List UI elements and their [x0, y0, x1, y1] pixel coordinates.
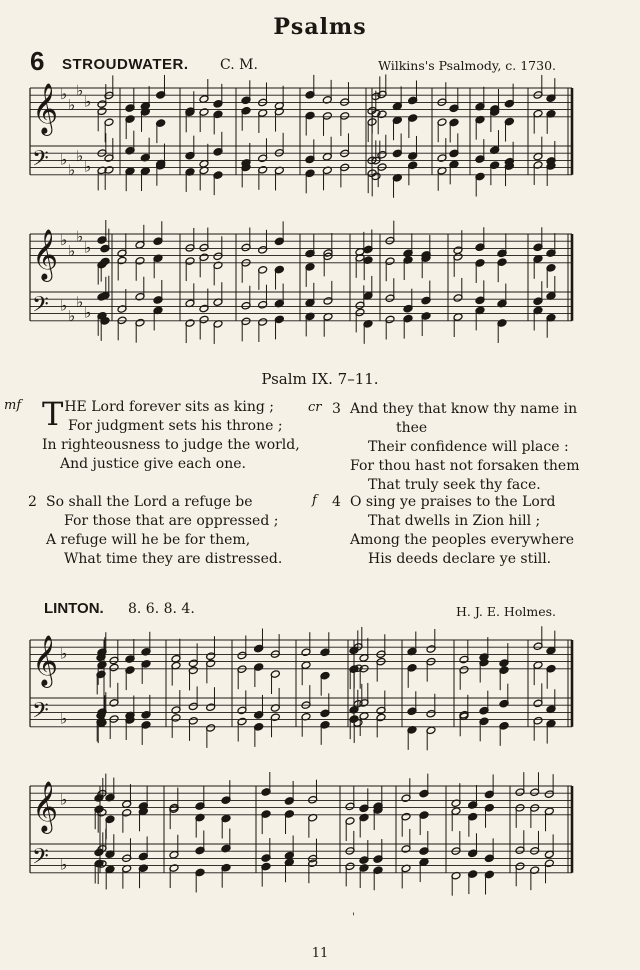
verse-line: That truly seek thy face.: [368, 477, 541, 493]
bass-clef: 𝄢: [32, 844, 49, 875]
tune-name: STROUDWATER.: [62, 56, 189, 73]
flat-sign: ♭: [68, 161, 76, 180]
meter-2: 8. 6. 8. 4.: [128, 601, 195, 617]
meter: C. M.: [220, 57, 258, 73]
flat-sign: ♭: [76, 146, 84, 165]
flat-sign: ♭: [68, 242, 76, 260]
verse-2: [46, 493, 286, 569]
verse-line: So shall the Lord a refuge be: [46, 494, 253, 510]
verse-line: His deeds declare ye still.: [368, 551, 552, 567]
tune-source: Wilkins's Psalmody, c. 1730.: [378, 58, 556, 73]
flat-sign: ♭: [68, 96, 76, 114]
bass-clef: 𝄢: [32, 146, 49, 177]
flat-sign: ♭: [60, 85, 68, 104]
flat-sign: ♭: [60, 644, 68, 663]
flat-sign: ♭: [60, 855, 68, 874]
verse-4-number: 4: [332, 494, 341, 510]
verse-1: [42, 395, 302, 474]
verse-line: And they that know thy name in: [350, 401, 578, 417]
verse-2-number: 2: [28, 494, 37, 510]
verse-line: For judgment sets his throne ;: [68, 418, 283, 434]
dynamic-mf: mf: [4, 398, 22, 413]
bass-clef: 𝄢: [32, 698, 49, 729]
running-head: Psalms: [273, 14, 367, 40]
verse-line: HE Lord forever sits as king ;: [64, 399, 274, 415]
flat-sign: ♭: [60, 150, 68, 169]
verse-line: And justice give each one.: [60, 456, 246, 472]
treble-clef: 𝄞: [32, 780, 59, 832]
treble-clef: 𝄞: [32, 82, 59, 134]
flat-sign: ♭: [68, 307, 76, 326]
verse-line: A refuge will he be for them,: [46, 532, 251, 548]
dynamic-cr: cr: [308, 400, 322, 415]
verse-line: Among the peoples everywhere: [350, 532, 574, 548]
tune-name-2: LINTON.: [44, 600, 104, 617]
drop-cap: T: [42, 395, 64, 433]
verse-line: O sing ye praises to the Lord: [350, 494, 556, 510]
bass-clef: 𝄢: [32, 292, 49, 323]
flat-sign: ♭: [60, 296, 68, 315]
flat-sign: ♭: [60, 709, 68, 728]
dynamic-f: f: [312, 493, 317, 508]
treble-clef: 𝄞: [32, 634, 59, 686]
verse-line: For those that are oppressed ;: [64, 513, 279, 529]
hymn-number: 6: [30, 46, 45, 76]
flat-sign: ♭: [76, 227, 84, 246]
flat-sign: ♭: [60, 790, 68, 809]
psalm-reference: Psalm IX. 7–11.: [261, 370, 379, 388]
verse-line: In righteousness to judge the world,: [42, 437, 300, 453]
verse-line: That dwells in Zion hill ;: [368, 513, 541, 529]
verse-line: For thou hast not forsaken them: [350, 458, 580, 474]
flat-sign: ♭: [76, 292, 84, 311]
flat-sign: ♭: [76, 81, 84, 100]
tune-composer: H. J. E. Holmes.: [456, 604, 556, 619]
flat-sign: ♭: [60, 231, 68, 250]
page-mark: ': [352, 912, 355, 923]
flat-sign: ♭: [84, 303, 92, 322]
flat-sign: ♭: [84, 157, 92, 176]
treble-clef: 𝄞: [32, 228, 59, 280]
verse-line: Their confidence will place :: [368, 439, 569, 455]
verse-line: What time they are distressed.: [64, 551, 283, 567]
verse-line: thee: [396, 420, 428, 436]
verse-3-number: 3: [332, 401, 341, 417]
flat-sign: ♭: [84, 238, 92, 257]
verse-3: [350, 400, 590, 495]
page-number: 11: [311, 946, 329, 961]
verse-4: [350, 493, 590, 569]
flat-sign: ♭: [84, 92, 92, 111]
